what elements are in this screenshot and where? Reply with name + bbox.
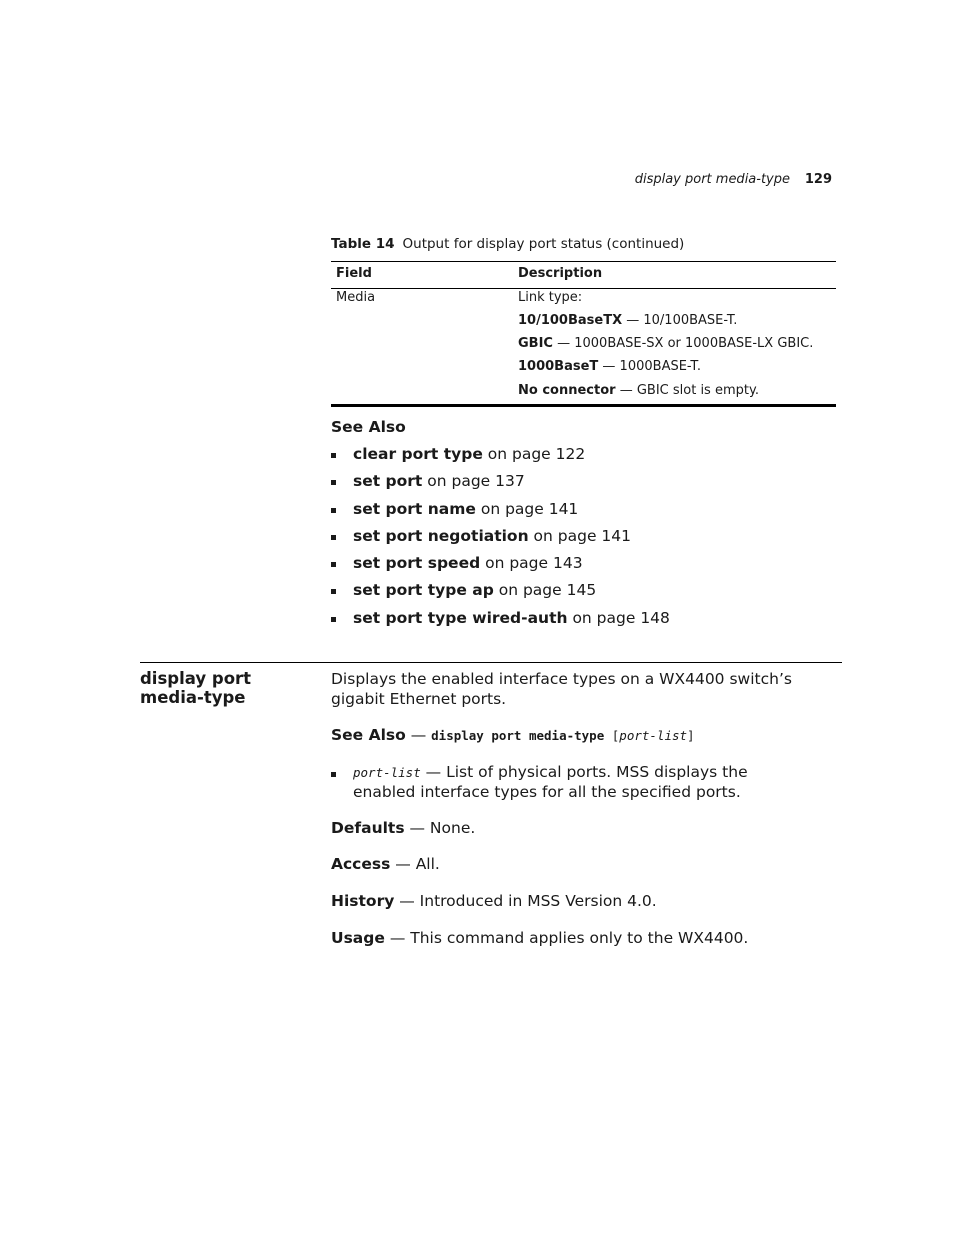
history-text: — Introduced in MSS Version 4.0. <box>394 892 657 910</box>
see-also-item[interactable] <box>331 526 841 553</box>
see-also-page-ref: on page 148 <box>567 608 670 627</box>
desc-term: No connector <box>518 383 616 398</box>
syntax-dash: — <box>405 726 432 744</box>
syntax-line <box>331 726 836 746</box>
section-description: Displays the enabled interface types on a WX4400 switch’s gigabit Ethernet ports. <box>331 670 792 708</box>
bullet-square-icon <box>331 617 336 622</box>
see-also-item[interactable] <box>331 471 841 498</box>
usage-label: Usage <box>331 929 385 947</box>
access-label: Access <box>331 855 391 873</box>
table-caption <box>331 236 684 252</box>
parameter-description: — List of physical ports. MSS displays the enabled interface types for all the specified ports. <box>353 763 748 801</box>
bullet-square-icon <box>331 480 336 485</box>
see-also-command: set port type ap <box>353 581 494 600</box>
section-heading <box>140 669 310 707</box>
see-also-command: set port speed <box>353 554 481 573</box>
desc-term: 10/100BaseTX <box>518 313 623 328</box>
bullet-square-icon <box>331 562 336 567</box>
parameter-item <box>331 763 813 802</box>
defaults-label: Defaults <box>331 819 405 837</box>
table-header-rule <box>331 288 836 289</box>
see-also-command: set port <box>353 472 423 491</box>
see-also-command: set port negotiation <box>353 526 529 545</box>
usage-text: — This command applies only to the WX4400. <box>384 929 749 947</box>
table-desc-item <box>518 359 701 374</box>
desc-text: — GBIC slot is empty. <box>615 383 759 398</box>
see-also-command: set port name <box>353 499 476 518</box>
bullet-square-icon <box>331 508 336 513</box>
parameter-name: port-list <box>353 765 421 780</box>
table-header-description: Description <box>518 266 603 281</box>
see-also-page-ref: on page 137 <box>422 472 525 491</box>
table-cell-desc-intro: Link type: <box>518 290 583 305</box>
history-line <box>331 892 836 912</box>
section-heading-line2: media-type <box>140 688 246 707</box>
usage-line <box>331 929 836 949</box>
desc-term: GBIC <box>518 336 553 351</box>
syntax-argument: port-list <box>619 728 688 743</box>
desc-text: — 1000BASE-T. <box>598 359 701 374</box>
access-text: — All. <box>390 855 440 873</box>
desc-text: — 10/100BASE-T. <box>622 313 738 328</box>
see-also-item[interactable] <box>331 553 841 580</box>
table-bottom-rule <box>331 404 836 407</box>
see-also-item[interactable] <box>331 444 841 471</box>
page-number: 129 <box>804 172 832 187</box>
syntax-command: display port media-type <box>431 728 605 743</box>
access-line <box>331 855 836 875</box>
see-also-page-ref: on page 122 <box>482 445 586 463</box>
table-desc-item <box>518 336 813 351</box>
desc-text: — 1000BASE-SX or 1000BASE-LX GBIC. <box>552 336 814 351</box>
syntax-bracket-open: [ <box>604 728 620 743</box>
bullet-square-icon <box>331 453 336 458</box>
desc-term: 1000BaseT <box>518 359 599 374</box>
see-also-command: clear port type <box>353 445 483 463</box>
defaults-text: — None. <box>404 819 476 837</box>
bullet-square-icon <box>331 535 336 540</box>
see-also-item[interactable] <box>331 580 841 607</box>
table-top-rule <box>331 261 836 262</box>
see-also-item[interactable] <box>331 499 841 526</box>
table-caption-text: Output for display port status (continued) <box>402 236 685 252</box>
table-caption-label: Table 14 <box>331 236 395 252</box>
see-also-page-ref: on page 143 <box>480 554 583 573</box>
syntax-bracket-close: ] <box>687 728 695 743</box>
bullet-square-icon <box>331 589 336 594</box>
see-also-page-ref: on page 141 <box>475 499 579 518</box>
section-heading-line1: display port <box>140 669 252 688</box>
defaults-line <box>331 819 836 839</box>
see-also-command: set port type wired-auth <box>353 608 568 627</box>
syntax-label: See Also <box>331 726 406 744</box>
history-label: History <box>331 892 395 910</box>
table-desc-item <box>518 313 737 328</box>
see-also-page-ref: on page 141 <box>528 526 632 545</box>
see-also-heading: See Also <box>331 418 406 436</box>
see-also-item[interactable] <box>331 608 841 635</box>
see-also-list <box>331 444 841 635</box>
table-desc-item <box>518 383 759 398</box>
table-header-field: Field <box>336 266 372 281</box>
bullet-square-icon <box>331 772 336 777</box>
see-also-page-ref: on page 145 <box>493 581 597 600</box>
section-rule <box>140 662 842 663</box>
table-cell-field: Media <box>336 290 376 305</box>
running-header-title: display port media-type <box>634 172 790 187</box>
